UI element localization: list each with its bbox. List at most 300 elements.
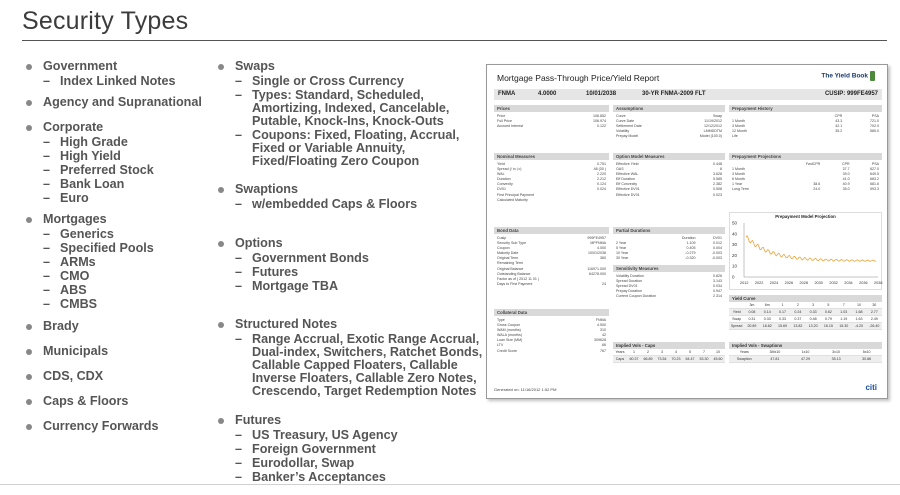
row-label: Prepay Duration	[616, 289, 642, 294]
row-value: 30.86	[862, 357, 872, 361]
y-tick-label: 0	[732, 274, 735, 280]
bullet-dot-icon	[26, 349, 32, 355]
section-heading: Prices	[494, 105, 609, 112]
row-value: 0.405	[686, 246, 696, 251]
x-tick-label: 2012	[740, 281, 749, 285]
sub-bullet-item	[235, 75, 483, 88]
option-model-section	[613, 153, 725, 198]
row-value: 0.31	[748, 317, 756, 321]
sub-bullet-item	[235, 198, 483, 211]
row-value: -0.003	[711, 251, 722, 256]
row-value: 64278.000	[589, 271, 606, 276]
row-value: 999FE4957	[587, 236, 606, 240]
sub-bullet-text: Types: Standard, Scheduled, Amortizing, Indexed, Cancelable, Putable, Knock-Ins, Knock-Outs	[252, 88, 450, 128]
sub-bullet-text: Government Bonds	[252, 251, 369, 265]
dash-icon: –	[43, 283, 51, 297]
sub-bullet-text: Coupons: Fixed, Floating, Accrual, Fixed or Variable Annuity, Fixed/Floating Zero Coupon	[252, 128, 460, 168]
row-label: Type	[497, 318, 505, 322]
sub-bullet-item	[43, 298, 226, 311]
row-value: 309628	[594, 338, 606, 343]
row-value: 116971.000	[587, 266, 606, 271]
yield-curve-row	[729, 316, 882, 323]
bullet-group-options	[218, 237, 483, 293]
logo-text: The Yield Book	[821, 72, 868, 80]
sub-bullet-text: Futures	[252, 265, 299, 279]
row-label: Effective WAL	[616, 172, 639, 177]
header-date: 10/01/2038	[586, 91, 617, 97]
bullet-dot-icon	[218, 64, 224, 70]
row-value: Swap	[713, 114, 722, 118]
row-label: Full Price	[497, 119, 512, 124]
sub-bullet-text: Mortgage TBA	[252, 279, 339, 293]
vol-value-row	[613, 356, 725, 363]
row-value: 0.33	[779, 317, 787, 321]
row-label: Swaption	[736, 357, 752, 361]
yield-curve-header-row	[729, 302, 882, 309]
row-value: 0.751	[597, 162, 606, 166]
sub-bullet-text: Specified Pools	[60, 241, 154, 255]
row-value: 767	[600, 348, 606, 353]
col-header: 10	[716, 350, 720, 354]
sub-bullet-text: CMBS	[60, 297, 98, 311]
section-row	[613, 294, 725, 299]
row-label: Original Balance	[497, 266, 524, 271]
bullet-heading: Options	[235, 236, 283, 250]
row-label: 1 Month	[732, 167, 745, 172]
dash-icon: –	[43, 255, 51, 269]
bullet-group-agency	[26, 96, 226, 109]
bullet-dot-icon	[26, 399, 32, 405]
col-header: 2	[796, 303, 799, 307]
dash-icon: –	[43, 227, 51, 241]
row-label: Curve Date	[616, 119, 635, 124]
row-label: Eff Convexity	[616, 182, 638, 187]
row-value: 66.89	[643, 357, 653, 361]
bullet-heading: Brady	[43, 319, 79, 333]
dash-icon: –	[235, 332, 243, 346]
row-value: 0.122	[597, 124, 606, 129]
bullet-group-muni	[26, 345, 226, 358]
middle-bullet-column	[218, 60, 483, 495]
bullet-heading: Swaps	[235, 59, 275, 73]
row-label: Coupon	[497, 246, 510, 251]
row-value: 721.0	[870, 119, 879, 124]
sub-bullet-text: Index Linked Notes	[60, 74, 176, 88]
row-label: Caps	[615, 357, 625, 361]
col-header: 3	[661, 350, 663, 354]
row-value: 0.034	[713, 284, 722, 289]
row-label: 6 Month	[732, 177, 745, 182]
sub-bullet-item	[235, 333, 483, 398]
sub-bullet-text: Generics	[60, 227, 114, 241]
sub-bullet-text: ABS	[60, 283, 87, 297]
bullet-dot-icon	[218, 187, 224, 193]
partial-durations-section	[613, 227, 725, 261]
sub-bullet-item	[235, 129, 483, 168]
sub-bullet-item	[43, 178, 226, 191]
row-value: 47.81	[770, 357, 780, 361]
row-label: Settlement Date	[616, 124, 642, 129]
x-tick-label: 2036	[859, 281, 868, 285]
row-label: Security Sub Type	[497, 241, 527, 246]
sub-bullet-text: High Grade	[60, 135, 128, 149]
bullet-group-caps	[26, 395, 226, 408]
bullet-group-gov	[26, 60, 226, 88]
row-label: Prepay Model	[616, 134, 639, 139]
section-heading: Option Model Measures	[613, 153, 725, 160]
sub-bullet-item	[43, 228, 226, 241]
sub-bullet-item	[43, 192, 226, 205]
bullet-group-futures	[218, 414, 483, 484]
row-value: -4.20	[854, 324, 864, 328]
row-value: -26.40	[869, 324, 880, 328]
bullet-dot-icon	[26, 374, 32, 380]
row-label: WAL	[497, 172, 505, 177]
dash-icon: –	[235, 265, 243, 279]
vol-header-row	[613, 349, 725, 356]
row-value: 627.0	[870, 167, 880, 172]
row-value: 42.1	[835, 124, 843, 129]
col-header: 1	[633, 350, 635, 354]
section-heading: Implied Vols - Caps	[613, 342, 725, 349]
row-label: Credit Score	[497, 348, 517, 353]
row-label: Life	[732, 134, 738, 139]
bullet-heading: Mortgages	[43, 212, 107, 226]
row-label: Spread DV01	[616, 284, 638, 289]
yield-curve-row	[729, 309, 882, 316]
x-tick-label: 2024	[769, 281, 779, 285]
row-value: 3.143	[713, 279, 722, 284]
row-label: Convexity	[497, 182, 513, 187]
sub-bullet-text: w/embedded Caps & Floors	[252, 197, 418, 211]
section-row	[494, 124, 609, 129]
vol-value-row	[729, 356, 882, 363]
row-value: 24.0	[813, 187, 821, 192]
row-label: 12 Month	[732, 129, 747, 134]
bullet-heading: Structured Notes	[235, 317, 338, 331]
col-header: 3m	[749, 303, 755, 307]
row-label: LTV	[497, 343, 504, 348]
row-value: 37.7	[842, 167, 850, 172]
title-divider	[22, 40, 887, 41]
row-value: 1.109	[686, 241, 696, 246]
section-heading: Collateral Data	[494, 309, 609, 316]
dash-icon: –	[235, 279, 243, 293]
row-label: Volatility Duration	[616, 274, 644, 278]
row-value: 16.15	[823, 324, 833, 328]
bullet-dot-icon	[26, 100, 32, 106]
bullet-heading: Corporate	[43, 120, 104, 134]
row-value: 3.628	[713, 172, 722, 177]
row-label: Maturity Date	[497, 251, 519, 256]
x-tick-label: 2038	[874, 281, 883, 285]
dash-icon: –	[43, 297, 51, 311]
row-label: 2 Year	[616, 241, 627, 246]
bullet-group-mort	[26, 213, 226, 311]
bullet-heading: Caps & Floors	[43, 394, 129, 408]
row-value: MPFNMA	[590, 241, 606, 246]
col-header: 4	[675, 350, 677, 354]
row-label: Original Term	[497, 256, 519, 261]
sub-bullet-item	[43, 284, 226, 297]
bullet-dot-icon	[218, 418, 224, 424]
dash-icon: –	[235, 128, 243, 142]
row-label: First Principal Payment	[497, 192, 534, 197]
prepayment-projections-section	[729, 153, 882, 193]
row-label: 5 Year	[616, 246, 627, 251]
section-row	[494, 282, 609, 287]
col-header: 7	[703, 350, 705, 354]
dash-icon: –	[235, 428, 243, 442]
col-header: 2	[647, 350, 649, 354]
sub-bullet-item	[235, 457, 483, 470]
bullet-group-swaptions	[218, 183, 483, 211]
row-value: 1.03	[840, 310, 848, 314]
row-value: 10/01/2038	[588, 251, 606, 256]
row-value: 585.0	[870, 129, 879, 134]
sub-bullet-text: High Yield	[60, 149, 121, 163]
section-row	[494, 198, 609, 203]
bullet-heading: CDS, CDX	[43, 369, 104, 383]
bullet-heading: Swaptions	[235, 182, 298, 196]
row-value: 702.0	[870, 124, 879, 129]
sensitivity-measures-section	[613, 265, 725, 299]
row-value: 0.79	[824, 317, 832, 321]
sub-bullet-text: Single or Cross Currency	[252, 74, 404, 88]
row-value: 0.62	[824, 310, 832, 314]
report-header-bar	[494, 89, 882, 100]
bullet-dot-icon	[26, 125, 32, 131]
row-value: 41.0	[842, 177, 850, 182]
section-heading: Nominal Measures	[494, 153, 609, 160]
row-value: 15.69	[778, 324, 788, 328]
row-label: 3 Month	[732, 172, 745, 177]
row-value: 0.012	[713, 241, 722, 246]
row-label: Days to First Payment	[497, 281, 533, 286]
row-value: 0.08	[748, 310, 756, 314]
row-label: OAS	[616, 167, 624, 172]
row-value: 60.37	[629, 357, 639, 361]
row-value: 0.17	[779, 310, 787, 314]
col-header: Duration	[681, 236, 696, 240]
col-header: PSA	[871, 162, 880, 166]
section-heading: Sensitivity Measures	[613, 265, 725, 272]
sub-bullet-text: Bank Loan	[60, 177, 125, 191]
row-value: 1.19	[840, 317, 848, 321]
bullet-group-swaps	[218, 60, 483, 168]
bullet-group-corp	[26, 121, 226, 205]
row-value: 13.20	[808, 324, 818, 328]
col-header: 1x10	[801, 350, 810, 354]
report-footer: Generated on: 11/16/2012 1:52 PM	[494, 387, 557, 392]
section-heading: Prepayment Projections	[729, 153, 882, 160]
row-label: Cusip	[497, 236, 507, 240]
row-value: 38.6	[813, 182, 821, 187]
col-header: DV01	[713, 236, 722, 240]
row-value: 106.852	[593, 114, 606, 118]
y-tick-label: 50	[732, 220, 738, 226]
section-heading: Assumptions	[613, 105, 725, 112]
row-label: Curve	[616, 114, 626, 118]
row-value: 2.77	[870, 310, 878, 314]
row-value: 40.9	[842, 182, 850, 187]
row-value: 0.448	[713, 162, 722, 166]
vol-header-row	[729, 349, 882, 356]
row-label: Swap	[732, 317, 742, 321]
row-value: FNMA	[595, 318, 606, 322]
section-heading: Bond Data	[494, 227, 609, 234]
row-value	[806, 134, 843, 139]
row-value: 106.974	[593, 119, 606, 124]
row-label: Spread	[730, 324, 743, 328]
x-tick-label: 2034	[844, 281, 853, 285]
row-value: Model (100.0)	[699, 134, 722, 139]
sub-bullet-item	[235, 252, 483, 265]
yield-book-logo	[821, 71, 875, 81]
dash-icon: –	[43, 74, 51, 88]
col-header: 6m	[764, 303, 770, 307]
yield-curve-row	[729, 323, 882, 330]
sub-bullet-text: CMO	[60, 269, 90, 283]
slide-title: Security Types	[22, 7, 189, 35]
row-label: 30 Year	[616, 256, 629, 261]
row-value: 0.33	[809, 310, 817, 314]
row-label: Gross Coupon	[497, 323, 521, 328]
row-value: 683.2	[870, 177, 880, 182]
sub-bullet-text: Foreign Government	[252, 442, 376, 456]
row-value: 39.0	[842, 172, 850, 177]
col-header: PSA	[871, 114, 879, 118]
dash-icon: –	[43, 163, 51, 177]
row-value: 0.48	[809, 317, 817, 321]
row-value: -0.320	[685, 256, 696, 261]
row-value: 53.30	[699, 357, 709, 361]
row-value: 20.89	[747, 324, 757, 328]
row-value: 310	[600, 328, 606, 333]
y-tick-label: 10	[732, 263, 738, 269]
sub-bullet-item	[235, 280, 483, 293]
sub-bullet-item	[235, 443, 483, 456]
y-tick-label: 30	[732, 242, 738, 248]
col-header: 1	[781, 303, 784, 307]
row-label: Factor as of ( 2012 11 01 )	[497, 276, 540, 281]
col-header: FwdCPR	[805, 162, 821, 166]
sub-bullet-item	[43, 75, 226, 88]
col-header: 5	[689, 350, 691, 354]
sub-bullet-item	[235, 471, 483, 484]
bullet-dot-icon	[218, 241, 224, 247]
header-spacer	[729, 302, 744, 308]
col-header: 5	[827, 303, 830, 307]
row-value: 681.6	[870, 182, 880, 187]
bullet-group-brady	[26, 320, 226, 333]
bullet-heading: Currency Forwards	[43, 419, 159, 433]
bullet-dot-icon	[26, 217, 32, 223]
sub-bullet-text: Banker’s Acceptances	[252, 470, 386, 484]
row-label: 3 Month	[732, 124, 745, 129]
row-value: 649.5	[870, 172, 880, 177]
y-tick-label: 40	[732, 231, 738, 237]
x-tick-label: 2030	[814, 281, 823, 285]
dash-icon: –	[235, 74, 243, 88]
row-value: 0.023	[713, 192, 722, 197]
nominal-measures-section	[494, 153, 609, 203]
row-label: Loan Size (MM)	[497, 338, 523, 343]
sub-bullet-item	[43, 136, 226, 149]
row-value: 35.0	[842, 187, 850, 192]
section-row	[494, 349, 609, 354]
bullet-heading: Agency and Supranational	[43, 95, 202, 109]
dash-icon: –	[43, 135, 51, 149]
dash-icon: –	[235, 470, 243, 484]
assumptions-section	[613, 105, 725, 139]
row-value: 2.49	[870, 317, 878, 321]
row-label: Accrued Interest	[497, 124, 524, 129]
row-value: 48 (30 )	[593, 167, 606, 172]
bullet-group-struct	[218, 318, 483, 398]
row-value: 0.508	[713, 187, 722, 192]
row-value: 0.947	[713, 289, 722, 294]
bullet-heading: Government	[43, 59, 118, 73]
row-label: Yield	[497, 162, 505, 166]
row-value: 2.314	[713, 294, 722, 299]
dash-icon: –	[235, 442, 243, 456]
header-desc: 30-YR FNMA-2009 FLT	[642, 91, 706, 97]
row-value: 45.60	[713, 357, 723, 361]
dash-icon: –	[235, 197, 243, 211]
report-title: Mortgage Pass-Through Price/Yield Report	[497, 73, 660, 83]
row-label: Spread (/ in | c)	[497, 167, 522, 172]
row-label: Long Term	[732, 187, 749, 192]
section-row	[729, 134, 882, 139]
sub-bullet-item	[43, 164, 226, 177]
row-value: 73.54	[657, 357, 667, 361]
row-value: 360	[600, 256, 606, 261]
row-value: 70.23	[671, 357, 681, 361]
x-tick-label: 2032	[829, 281, 838, 285]
col-header: CPR	[842, 162, 850, 166]
logo-mark-icon	[870, 71, 875, 81]
col-header: 3Mx10	[769, 350, 781, 354]
x-tick-label: 2026	[784, 281, 794, 285]
col-header: CPR	[834, 114, 843, 118]
sub-bullet-text: Euro	[60, 191, 89, 205]
row-value: 13.82	[793, 324, 803, 328]
header-coupon: 4.0000	[538, 91, 557, 97]
dash-icon: –	[43, 241, 51, 255]
price-yield-report-image	[486, 64, 888, 399]
row-label: Yield	[732, 310, 741, 314]
row-label: Volatility	[616, 129, 630, 134]
bullet-dot-icon	[218, 322, 224, 328]
row-value: 43.3	[835, 119, 843, 124]
header-id: FNMA	[498, 91, 516, 97]
dash-icon: –	[235, 88, 243, 102]
row-label: Effective DV01	[616, 187, 640, 192]
row-value: 0.37	[794, 317, 802, 321]
col-header: 3	[812, 303, 815, 307]
row-label: Spread Duration	[616, 279, 643, 284]
row-value: 0.24	[794, 310, 802, 314]
prepayment-projection-chart	[729, 212, 882, 290]
row-value: 0.024	[597, 187, 606, 192]
col-header: Years	[615, 350, 625, 354]
row-label: Current Coupon Duration	[616, 294, 657, 299]
sub-bullet-text: Eurodollar, Swap	[252, 456, 355, 470]
row-value: 5.585	[713, 177, 722, 182]
row-value: 8	[720, 167, 722, 172]
row-value: 35.13	[831, 357, 841, 361]
